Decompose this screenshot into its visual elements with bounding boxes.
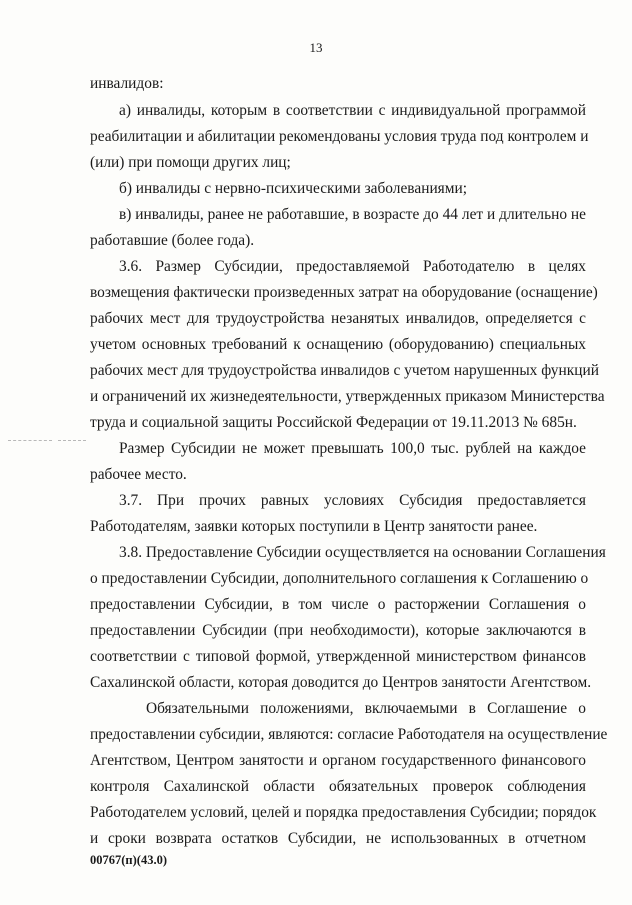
scan-artifact [58,440,86,441]
document-code: 00767(п)(43.0) [90,853,167,867]
paragraph-line: 3.8. Предоставление Субсидии осуществляется на основании Соглашения [119,544,606,561]
page-number: 13 [309,40,323,55]
scan-artifact [8,440,52,441]
paragraph-line: в) инвалиды, ранее не работавшие, в возрасте до 44 лет и длительно не [119,206,586,223]
paragraph-line: учетом основных требований к оснащению (оборудованию) специальных [90,336,586,353]
paragraph-line: б) инвалиды с нервно-психическими заболеваниями; [119,180,468,197]
paragraph-line: предоставлении Субсидии, в том числе о расторжении Соглашения о [90,596,586,613]
paragraph-line: (или) при помощи других лиц; [90,154,291,171]
paragraph-line: и ограничений их жизнедеятельности, утвержденных приказом Министерства [90,388,605,405]
paragraph-line: контроля Сахалинской области обязательных проверок соблюдения [90,778,586,795]
paragraph-line: о предоставлении Субсидии, дополнительного соглашения к Соглашению о [90,570,589,587]
paragraph-line: рабочее место. [90,466,187,483]
paragraph-line: рабочих мест для трудоустройства незанятых инвалидов, определяется с [90,310,586,327]
paragraph-line: труда и социальной защиты Российской Федерации от 19.11.2013 № 685н. [90,414,577,431]
paragraph-line: 3.7. При прочих равных условиях Субсидия предоставляется [119,492,586,509]
paragraph-line: Размер Субсидии не может превышать 100,0 тыс. рублей на каждое [119,440,586,457]
paragraph-line: инвалидов: [90,75,164,92]
paragraph-line: Агентством, Центром занятости и органом государственного финансового [90,752,586,769]
paragraph-line: работавшие (более года). [90,232,255,249]
paragraph-line: Сахалинской области, которая доводится до Центров занятости Агентством. [90,674,592,691]
paragraph-line: 3.6. Размер Субсидии, предоставляемой Работодателю в целях [119,258,586,275]
paragraph-line: а) инвалиды, которым в соответствии с индивидуальной программой [119,102,586,119]
paragraph-line: Работодателям, заявки которых поступили в Центр занятости ранее. [90,518,538,535]
paragraph-line: Обязательными положениями, включаемыми в Соглашение о [146,700,586,717]
paragraph-line: реабилитации и абилитации рекомендованы условия труда под контролем и [90,128,589,145]
paragraph-line: предоставлении субсидии, являются: согласие Работодателя на осуществление [90,726,608,743]
paragraph-line: рабочих мест для трудоустройства инвалидов с учетом нарушенных функций [90,362,599,379]
paragraph-line: соответствии с типовой формой, утвержденной министерством финансов [90,648,586,665]
paragraph-line: и сроки возврата остатков Субсидии, не использованных в отчетном [90,830,586,847]
paragraph-line: Работодателем условий, целей и порядка предоставления Субсидии; порядок [90,804,597,821]
paragraph-line: предоставлении Субсидии (при необходимости), которые заключаются в [90,622,586,639]
paragraph-line: возмещения фактически произведенных затрат на оборудование (оснащение) [90,284,598,301]
